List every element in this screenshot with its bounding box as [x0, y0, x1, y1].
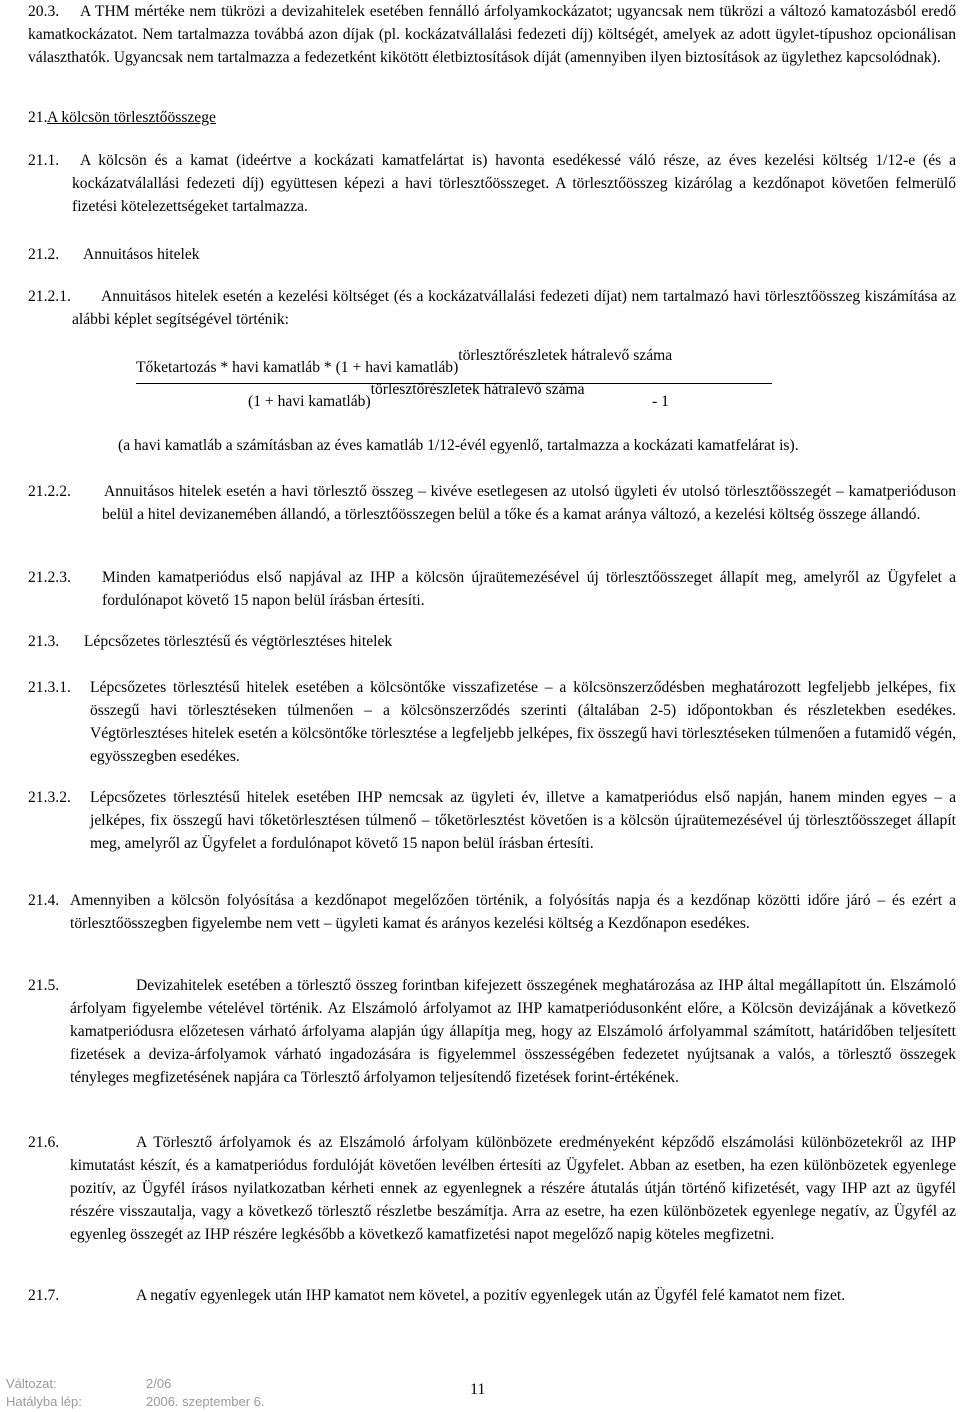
paragraph-number: 21.1. — [28, 152, 60, 169]
paragraph-text: A negatív egyenlegek után IHP kamatot nem követel, a pozitív egyenlegek után az Ügyfél felé kamatot nem fizet. — [136, 1287, 846, 1304]
paragraph-21-3-2 — [28, 786, 956, 855]
paragraph-text: Lépcsőzetes törlesztésű hitelek esetében IHP nemcsak az ügyleti év, illetve a kamatperiódus első napján, hanem minden egyes – a jelképes, fix összegű havi tőketörlesztésen túlmenő – tőketörlesztést követően is a kölcsön újraütemezésével új törlesztőösszeget állapít meg, amelyről az Ügyfelet a fordulónapot követő 15 napon belül írásban értesíti. — [90, 789, 956, 852]
paragraph-number: 21.4. — [28, 892, 60, 909]
paragraph-21-2-2 — [28, 480, 956, 526]
paragraph-text: Minden kamatperiódus első napjával az IHP a kölcsön újraütemezésével új törlesztőösszeget állapít meg, amelyről az Ügyfelet a fordulónapot követő 15 napon belül írásban értesíti. — [102, 569, 956, 609]
denominator-exponent: törlesztőrészletek hátralevő száma — [370, 381, 585, 398]
formula-denominator: (1 + havi kamatláb)törlesztőrészletek hátralevő száma - 1 — [248, 390, 585, 413]
denominator-minus-one: - 1 — [652, 393, 669, 410]
page-number: 11 — [470, 1381, 486, 1398]
paragraph-21-6 — [28, 1131, 956, 1246]
paragraph-text: Amennyiben a kölcsön folyósítása a kezdőnapot megelőzően történik, a folyósítás napja és a kezdőnap közötti időre járó – és ezért a törlesztőösszegben figyelembe nem vett – ügyleti kamat és arányos kezelési költség a Kezdőnapon esedékes. — [70, 892, 956, 932]
paragraph-21-2-1 — [28, 285, 956, 331]
paragraph-number: 21.7. — [28, 1287, 60, 1304]
paragraph-21-5 — [28, 974, 956, 1089]
section-heading-21-3 — [28, 630, 392, 653]
footer-version-value: 2/06 — [146, 1376, 172, 1391]
paragraph-21-3-1 — [28, 676, 956, 768]
formula-numerator: Tőketartozás * havi kamatláb * (1 + havi kamatláb)törlesztőrészletek hátralevő száma — [136, 347, 673, 376]
paragraph-text: Lépcsőzetes törlesztésű hitelek esetében a kölcsöntőke visszafizetése – a kölcsönszerződésben meghatározott legfeljebb jelképes, fix összegű havi törlesztéseken túlmenően – a kölcsönszerződés szerinti (általában 2-5) időpontokban és részletekben esedékes. Végtörlesztéses hitelek esetén a kölcsöntőke törlesztése a legfeljebb jelképes, fix összegű havi törlesztéseken túlmenően a futamidő végén, egyösszegben esedékes. — [90, 679, 957, 765]
section-number: 21. — [28, 109, 48, 126]
paragraph-number: 20.3. — [28, 3, 60, 20]
paragraph-number: 21.5. — [28, 977, 60, 994]
section-title: Lépcsőzetes törlesztésű és végtörlesztéses hitelek — [83, 633, 393, 650]
footer-effective-value: 2006. szeptember 6. — [146, 1394, 265, 1409]
numerator-exponent: törlesztőrészletek hátralevő száma — [458, 347, 673, 364]
paragraph-number: 21.2.3. — [28, 569, 71, 586]
paragraph-number: 21.3.2. — [28, 789, 71, 806]
paragraph-21-4 — [28, 889, 956, 935]
paragraph-number: 21.3.1. — [28, 679, 71, 696]
paragraph-number: 21.2.2. — [28, 483, 71, 500]
paragraph-number: 21.2.1. — [28, 288, 71, 305]
footer-effective-label: Hatályba lép: — [6, 1394, 82, 1409]
section-title: Annuitásos hitelek — [83, 246, 200, 263]
paragraph-21-1 — [28, 149, 956, 218]
footer-version-label: Változat: — [6, 1376, 57, 1391]
section-number: 21.2. — [28, 246, 60, 263]
formula-note: (a havi kamatláb a számításban az éves kamatláb 1/12-évél egyenlő, tartalmazza a kockázati kamatfelárat is). — [118, 437, 799, 454]
section-title: A kölcsön törlesztőösszege — [47, 109, 216, 126]
section-heading-21 — [28, 106, 216, 129]
paragraph-text: A THM mértéke nem tükrözi a devizahitelek esetében fennálló árfolyamkockázatot; ugyancsak nem tükrözi a változó kamatozásból eredő kamatkockázatot. Nem tartalmazza továbbá azon díjak (pl. kockázatvállalási fedezeti díj) költségét, amelyek az adott ügylet-típushoz opcionálisan választhatók. Ugyancsak nem tartalmazza a fedezetként kikötött életbiztosítások díját (amennyiben ilyen biztosítások az ügylethez kapcsolódnak). — [28, 3, 956, 66]
paragraph-text: Annuitásos hitelek esetén a kezelési költséget (és a kockázatvállalási fedezeti díjat) nem tartalmazó havi törlesztőösszeg kiszámítása az alábbi képlet segítségével történik: — [72, 288, 956, 328]
section-number: 21.3. — [28, 633, 60, 650]
paragraph-21-2-3 — [28, 566, 956, 612]
paragraph-text: A Törlesztő árfolyamok és az Elszámoló árfolyam különbözete eredményeként képződő elszámolási különbözetekről az IHP kimutatást készít, és a kamatperiódus fordulóját követően levélben értesíti az Ügyfelet. Abban az esetben, ha ezen különbözetek egyenlege pozitív, az Ügyfél írásos nyilatkozatban kérheti ennek az egyenlegnek a részére átutalás útján történő kifizetését, vagy IHP azt az ügyfél részére visszautalja, vagy a következő törlesztő részletbe beszámítja. Arra az esetre, ha ezen különbözetek egyenlege negatív, az Ügyfél az egyenleg összegét az IHP részére legkésőbb a következő kamatfizetési napot megelőző napig köteles megfizetni. — [70, 1134, 956, 1243]
section-heading-21-2 — [28, 243, 200, 266]
paragraph-text: Annuitásos hitelek esetén a havi törlesztő összeg – kivéve esetlegesen az utolsó ügyleti év utolsó törlesztőösszegét – kamatperióduson belül a hitel devizanemében állandó, a törlesztőösszegen belül a tőke és a kamat aránya változó, a kezelési költség összege állandó. — [102, 483, 956, 523]
paragraph-21-7 — [28, 1284, 956, 1307]
paragraph-number: 21.6. — [28, 1134, 60, 1151]
paragraph-text: Devizahitelek esetében a törlesztő összeg forintban kifejezett összegének meghatározása az IHP által megállapított ún. Elszámoló árfolyam figyelembe vételével történik. Az Elszámoló árfolyamot az IHP kamatperiódusonként előre, a Kölcsön devizájának a következő kamatperiódusra előzetesen várható árfolyama alapján úgy állapítja meg, hogy az Elszámoló árfolyammal számított, határidőben teljesített fizetések a deviza-árfolyamok várható ingadozására is figyelemmel összességében fedezetet nyújtsanak a valós, a törlesztő összegek tényleges megfizetésének napjára ca Törlesztő árfolyamon teljesítendő fizetések forint-értékének. — [70, 977, 956, 1086]
paragraph-text: A kölcsön és a kamat (ideértve a kockázati kamatfelártat is) havonta esedékessé váló része, az éves kezelési költség 1/12-e (és a kockázatválallási fedezeti díj) együttesen képezi a havi törlesztőösszeget. A törlesztőösszeg kizárólag a kezdőnapot követően felmerülő fizetési kötelezettségeket tartalmazza. — [72, 152, 956, 215]
paragraph-20-3 — [28, 0, 956, 69]
